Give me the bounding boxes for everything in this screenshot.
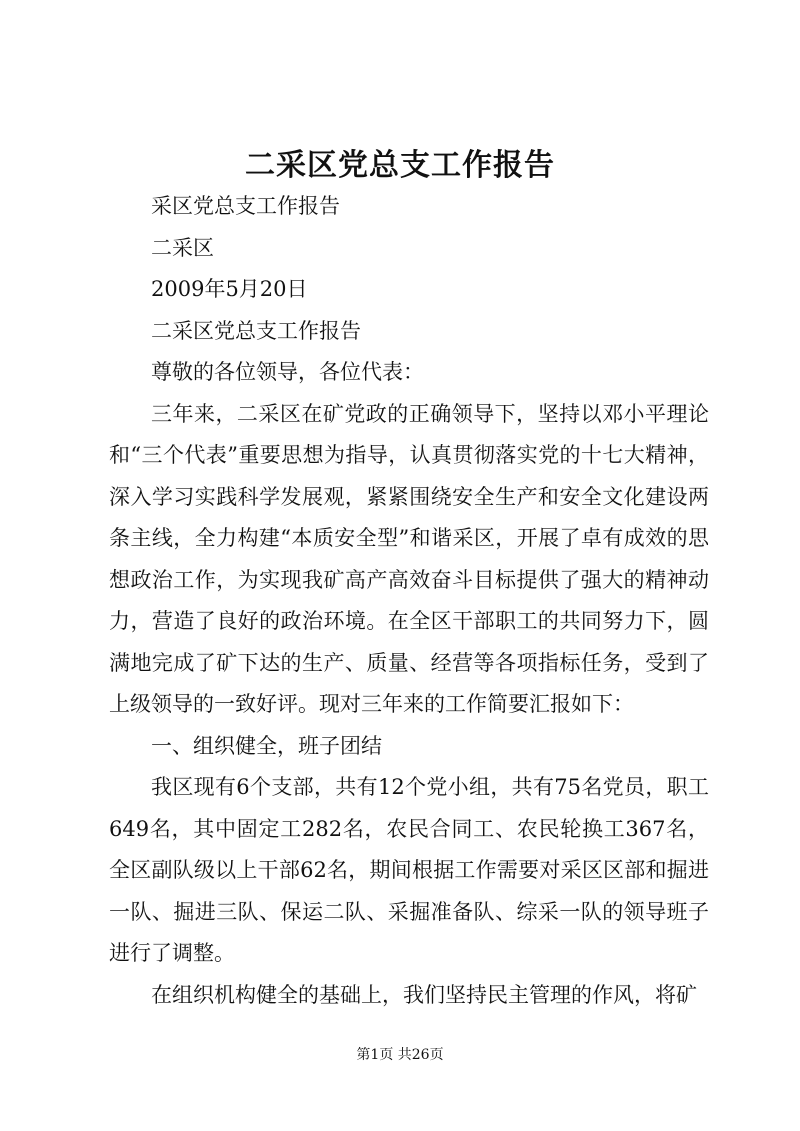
paragraph-date: 2009年5月20日 [151,277,308,301]
paragraph-management: 在组织机构健全的基础上，我们坚持民主管理的作风，将矿 [151,982,697,1007]
paragraph-intro: 三年来，二采区在矿党政的正确领导下，坚持以邓小平理论和“三个代表”重要思想为指导，认真贯彻落实党的十七大精神，深入学习实践科学发展观，紧紧围绕安全生产和安全文化建设两条主线，全力构建“本质安全型”和谐采区，开展了卓有成效的思想政治工作，为实现我矿高产高效奋斗目标提供了强大的精神动力，营造了良好的政治环境。在全区干部职工的共同努力下，圆满地完成了矿下达的生产、质量、经营等各项指标任务，受到了上级领导的一致好评。现对三年来的工作简要汇报如下： [109,401,709,716]
paragraph-organization: 我区现有6个支部，共有12个党小组，共有75名党员，职工649名，其中固定工282名，农民合同工、农民轮换工367名，全区副队级以上干部62名，期间根据工作需要对采区区部和掘进一队、掘进三队、保运二队、采掘准备队、综采一队的领导班子进行了调整。 [109,775,709,965]
paragraph-unit: 二采区 [151,235,214,260]
document-title: 二采区党总支工作报告 [245,148,555,183]
document-body [109,186,709,1016]
page-footer: 第1页 共26页 [356,1047,444,1063]
paragraph-subtitle: 采区党总支工作报告 [151,194,340,218]
paragraph-report-heading: 二采区党总支工作报告 [151,318,361,343]
section-heading-1: 一、组织健全，班子团结 [151,733,382,758]
paragraph-salutation: 尊敬的各位领导，各位代表： [151,360,424,384]
